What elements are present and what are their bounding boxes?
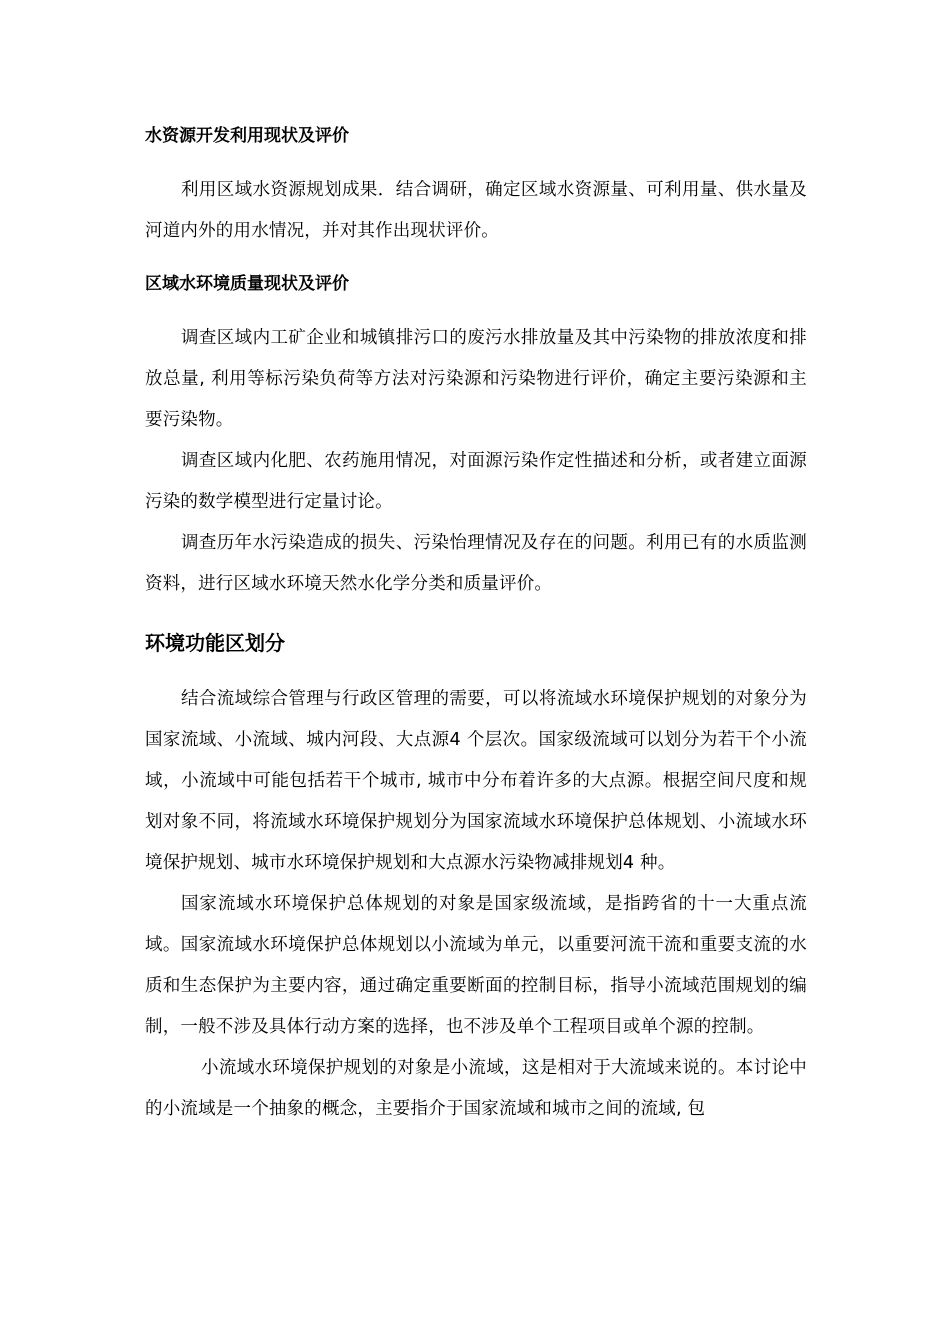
paragraph: 调查历年水污染造成的损失、污染怡理情况及存在的问题。利用已有的水质监测资料，进行区域水环境天然水化学分类和质量评价。 <box>145 533 807 594</box>
paragraph: 国家流域水环境保护总体规划的对象是国家级流域，是指跨省的十一大重点流域。国家流域水环境保护总体规划以小流域为单元，以重要河流干流和重要支流的水质和生态保护为主要内容，通过确定重要断面的控制目标，指导小流域范围规划的编制，一般不涉及具体行动方案的选择，也不涉及单个工程项目或单个源的控制。 <box>145 894 807 1037</box>
document-body <box>145 122 807 1130</box>
section-heading-water-quality: 区域水环境质量现状及评价 <box>145 274 349 294</box>
paragraph: 小流域水环境保护规划的对象是小流域，这是相对于大流域来说的。本讨论中的小流域是一个抽象的概念，主要指介于国家流域和城市之间的流域, 包 <box>145 1058 807 1119</box>
paragraph: 结合流域综合管理与行政区管理的需要，可以将流域水环境保护规划的对象分为国家流域、小流域、城内河段、大点源4 个层次。国家级流域可以划分为若干个小流域，小流域中可能包括若干个城市, 城市中分布着许多的大点源。根据空间尺度和规划对象不同，将流域水环境保护规划分为国家流域水环境保护总体规划、小流域水环境保护规划、城市水环境保护规划和大点源水污染物减排规划4 种。 <box>145 689 807 873</box>
paragraph: 调查区域内工矿企业和城镇排污口的废污水排放量及其中污染物的排放浓度和排放总量, 利用等标污染负荷等方法对污染源和污染物进行评价，确定主要污染源和主要污染物。 <box>145 328 807 430</box>
paragraph: 调查区域内化肥、农药施用情况，对面源污染作定性描述和分析，或者建立面源污染的数学模型进行定量讨论。 <box>145 451 807 512</box>
section-heading-water-resources: 水资源开发利用现状及评价 <box>145 126 349 146</box>
section-heading-function-zoning: 环境功能区划分 <box>145 631 285 655</box>
paragraph: 利用区域水资源规划成果．结合调研，确定区域水资源量、可利用量、供水量及河道内外的用水情况，并对其作出现状评价。 <box>145 180 807 241</box>
